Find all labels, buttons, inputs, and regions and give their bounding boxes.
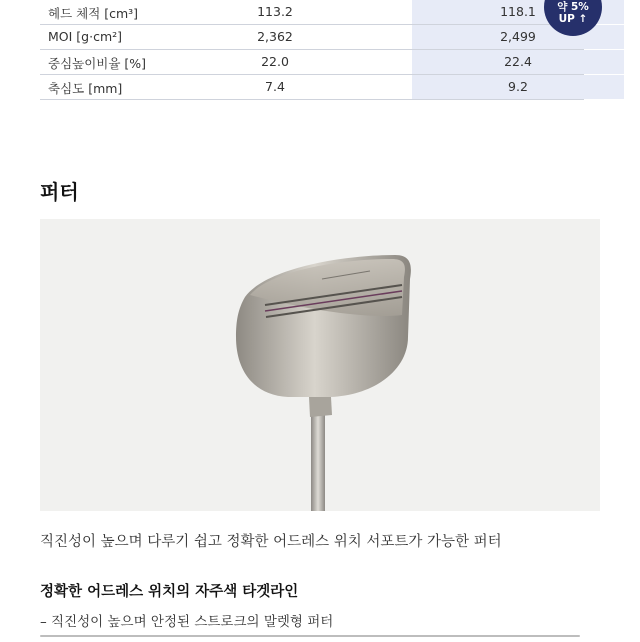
spec-value-b: 118.1 bbox=[500, 4, 536, 19]
badge-line1: 약 5% bbox=[557, 1, 589, 13]
spec-value-a: 7.4 bbox=[265, 79, 285, 94]
spec-label: MOI [g·cm²] bbox=[48, 29, 123, 44]
section-title: 퍼터 bbox=[40, 180, 79, 204]
spec-value-a: 113.2 bbox=[257, 4, 293, 19]
spec-table bbox=[40, 0, 584, 100]
spec-value-b: 9.2 bbox=[508, 79, 528, 94]
spec-label: 헤드 체적 [cm³] bbox=[48, 6, 139, 21]
spec-value-b: 2,499 bbox=[500, 29, 536, 44]
spec-value-a: 2,362 bbox=[257, 29, 293, 44]
spec-label: 축심도 [mm] bbox=[48, 81, 123, 96]
cropped-text-line bbox=[40, 632, 580, 642]
spec-row bbox=[40, 50, 584, 75]
spec-row bbox=[40, 0, 584, 25]
spec-row bbox=[40, 25, 584, 50]
spec-label: 중심높이비율 [%] bbox=[48, 56, 147, 71]
putter-image bbox=[40, 219, 600, 511]
spec-row bbox=[40, 75, 584, 100]
feature-bullet: – 직진성이 높으며 안정된 스트로크의 말렛형 퍼터 bbox=[40, 614, 334, 630]
badge-line2: UP ↑ bbox=[558, 13, 588, 25]
spec-value-b: 22.4 bbox=[504, 54, 532, 69]
mallet-putter-icon bbox=[40, 219, 600, 511]
spec-value-a: 22.0 bbox=[261, 54, 289, 69]
feature-title: 정확한 어드레스 위치의 자주색 타겟라인 bbox=[40, 584, 299, 600]
product-description: 직진성이 높으며 다루기 쉽고 정확한 어드레스 위치 서포트가 가능한 퍼터 bbox=[40, 534, 502, 550]
